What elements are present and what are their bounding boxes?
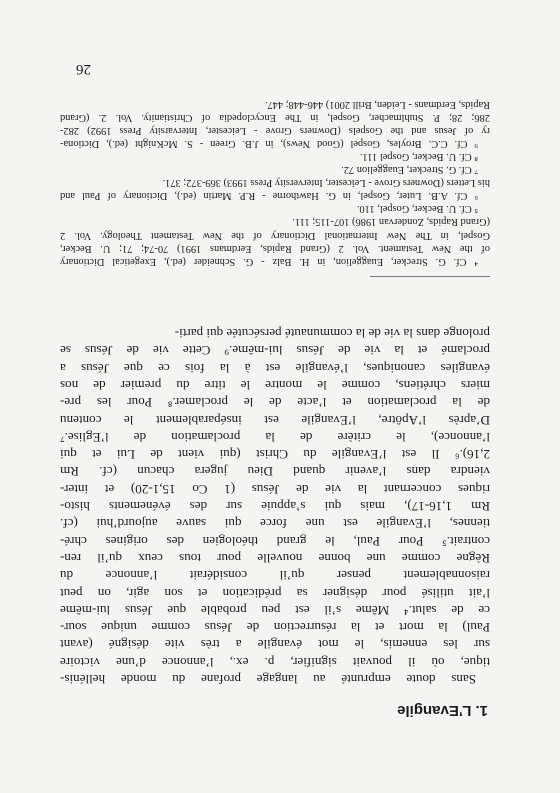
body-line: Rm 1,16-17), mais qui s’appuie sur des événements histo-: [60, 499, 490, 515]
footnote-line: ⁴ Cf. G. Strecker, Euaggelion, in H. Balz - G. Schneider (ed.), Exegetical Dictionary: [60, 255, 478, 267]
body-line: Règne comme une bonne nouvelle pour tous ceux qu’il ren-: [60, 550, 490, 566]
body-line: Paul) la mort et la résurrection de Jésus comme unique sour-: [60, 620, 490, 636]
body-line: miers chrétiens, comme le montre le titre du premier de nos: [60, 377, 490, 393]
footnote-line: his Letters (Downers Grove - Leicester, Interversity Press 1993) 369-372; 371.: [162, 177, 490, 189]
body-line: prolonge dans la vie de la communauté persécutée qui parti-: [174, 326, 490, 342]
footnote-line: ⁷ Cf. G. Strecker, Euaggelion 72.: [341, 164, 478, 176]
body-line: évangiles canoniques, l’évangile est à la fois ce que Jésus a: [60, 360, 490, 376]
body-line: riques concernant la vie de Jésus (1 Co 15,1-20) et inter-: [60, 481, 490, 497]
footnote-line: ⁵ Cf. U. Becker, Gospel, 110.: [356, 203, 478, 215]
body-line: viendra dans l’avenir quand Dieu jugera chacun (cf. Rm: [60, 464, 490, 480]
body-line: contrait.⁵ Pour Paul, le grand théologien des origines chré-: [60, 533, 490, 549]
body-line: l’ait utilisé pour désigner sa prédication et son agir, on peut: [60, 585, 490, 601]
body-paragraph: [60, 325, 490, 688]
footnotes: [60, 98, 490, 268]
footnote-line: ⁹ Cf. C.C. Broyles, Gospel (Good News), in J.B. Green - S. McKnight (ed.), Dictiona-: [60, 137, 478, 149]
body-line: D’après l’Apôtre, l’Evangile est inséparablement le contenu: [60, 412, 490, 428]
footnote-line: ⁶ Cf. A.B. Luter, Gospel, in G. Hawthorne - R.P. Martin (ed.), Dictionary of Paul and: [60, 190, 478, 202]
body-line: 2,16).⁶ Il est l’Evangile du Christ (qui vient de Lui et qui: [60, 447, 490, 463]
section-heading: 1. L’Evangile: [397, 702, 488, 719]
body-line: l’annonce), le critère de la proclamation de l’Eglise.⁷: [60, 429, 490, 445]
footnote-line: 286; 28; P. Stuhlmacher, Gospel, in The Encyclopedia of Christianity. Vol. 2. (Grand: [60, 111, 490, 123]
footnote-line: Gospel, in The New International Dictionary of the New Testament Theology. Vol. 2: [60, 229, 490, 241]
footnote-line: ⁸ Cf. U. Becker, Gospel 111.: [359, 151, 478, 163]
body-line: de la proclamation et l’acte de le proclamer.⁸ Pour les pre-: [60, 395, 490, 411]
body-line: proclamé et la vie de Jésus lui-même.⁹ Cette vie de Jésus se: [60, 343, 490, 359]
footnote-separator: [370, 276, 490, 277]
page-number: 26: [76, 61, 91, 77]
bleed-through-text: [60, 281, 490, 321]
body-line: sur les ennemis, le mot évangile a très vite désigné (avant: [60, 637, 490, 653]
footnote-line: of the New Testament. Vol. 2 (Grand Rapids, Eerdmans 1991) 70-74; 71; U. Becker,: [60, 242, 490, 254]
footnote-line: Rapids, Eerdmans - Leiden, Brill 2001) 446-448; 447.: [264, 98, 490, 110]
footnote-line: (Grand Rapids, Zondervan 1986) 107-115; 111.: [292, 216, 490, 228]
footnote-line: ry of Jesus and the Gospels (Downers Grove - Leicester, Intervarsity Press 1992) 282-: [60, 124, 490, 136]
body-line: raisonnablement penser qu’il considérait l’annonce du: [60, 568, 490, 584]
body-line: tique, où il pouvait signifier, p. ex., l’annonce d’une victoire: [60, 654, 490, 670]
body-line: ce de salut.⁴ Même s’il est peu probable que Jésus lui-même: [60, 602, 490, 618]
body-line: tiennes, l’Evangile est une force qui sauve aujourd’hui (cf.: [60, 516, 490, 532]
body-line: Sans doute emprunté au langage profane du monde hellénis-: [60, 672, 476, 687]
page-content: [60, 98, 490, 719]
